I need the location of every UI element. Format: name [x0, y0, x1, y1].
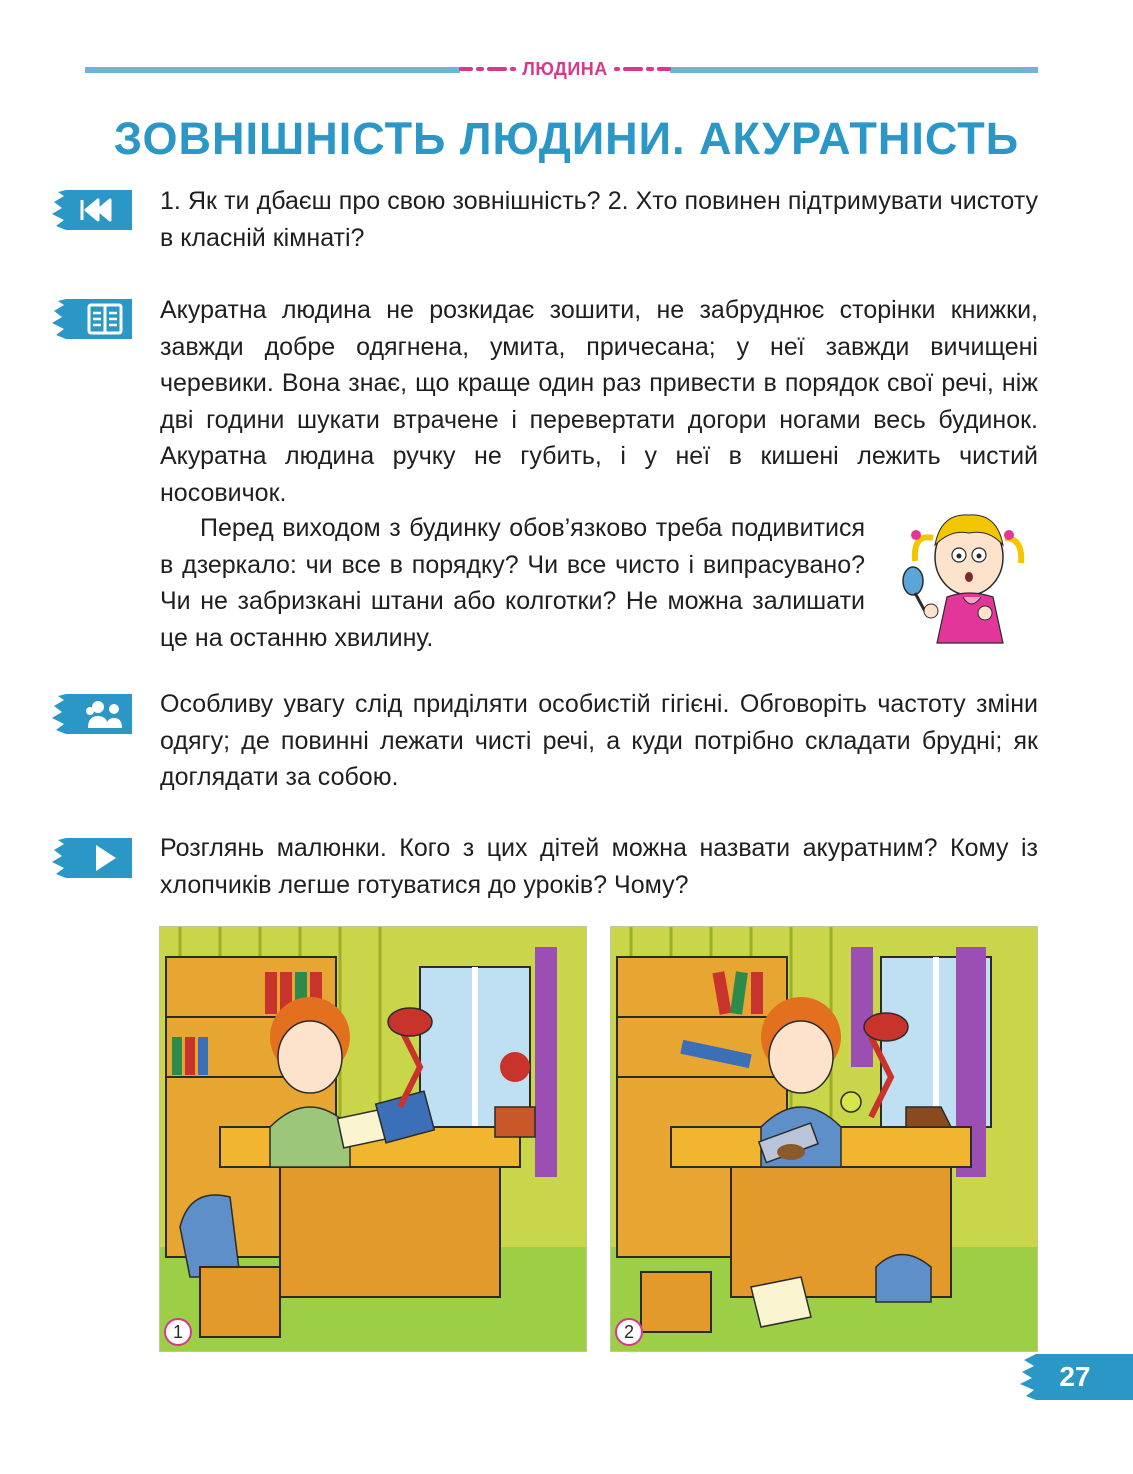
questions-text: 1. Як ти дбаєш про свою зовнішність? 2. Хто повинен підтримувати чистоту в класній кімнаті? — [160, 187, 1038, 252]
illustration-number-badge: 2 — [615, 1318, 643, 1346]
discussion-text: Особливу увагу слід приділяти особистій гігієні. Обговоріть частоту зміни одягу; де повинні лежати чисті речі, а куди потрібно складати брудні; як доглядати за собою. — [160, 690, 1038, 791]
header-section-marker — [460, 56, 670, 82]
illustration-number-badge: 1 — [164, 1318, 192, 1346]
page-title: ЗОВНІШНІСТЬ ЛЮДИНИ. АКУРАТНІСТЬ — [113, 113, 1020, 164]
play-icon — [52, 834, 132, 882]
illustration-tidy-room — [159, 926, 587, 1352]
header-right-ornament — [614, 67, 671, 71]
reading-paragraph-2: Перед виходом з будинку обов’язково треба подивитися в дзеркало: чи все в порядку? Чи все чисто і випрасувано? Чи не забризкані штани або колготки? Не можна залишати це на останню хвилину. — [160, 514, 865, 652]
girl-with-mirror-illustration — [893, 493, 1033, 653]
header-section-label: ЛЮДИНА — [522, 58, 608, 79]
rewind-icon — [52, 186, 132, 234]
illustration-messy-room — [610, 926, 1038, 1352]
book-icon — [52, 295, 132, 343]
task-text: Розглянь малюнки. Кого з цих дітей можна назвати акуратним? Кому із хлопчиків легше готуватися до уроків? Чому? — [160, 834, 1038, 899]
reading-paragraph-1: Акуратна людина не розкидає зошити, не забруднює сторінки книжки, завжди добре одягнена, умита, причесана; у неї завжди вичищені черевики. Вона знає, що краще один раз привести в порядок свої речі, ніж дві години шукати втрачене і перевертати догори ногами весь будинок. Акуратна людина ручку не губить, і у неї в кишені лежить чистий носовичок. — [160, 296, 1038, 507]
header-left-ornament — [459, 67, 516, 71]
group-discussion-icon — [52, 690, 132, 738]
page-number: 27 — [1059, 1361, 1091, 1392]
